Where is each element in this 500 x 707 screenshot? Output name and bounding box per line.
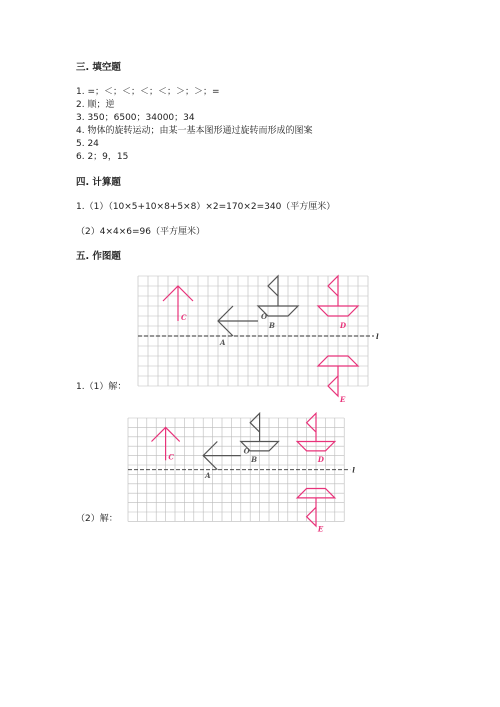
section5-heading: 五. 作图题 [76,251,121,262]
answer-line: 1. =；＜；＜；＜；＜；＞；＞；= [76,87,220,97]
label-e: E [317,524,324,534]
answer-line: 5. 24 [76,139,99,149]
section3-heading: 三. 填空题 [76,62,121,73]
grid-figure-2 [128,418,392,534]
answer-line: 3. 350；6500；34000；34 [76,113,195,123]
label-c: C [168,452,174,462]
figure2-label: （2）解： [76,514,118,524]
figure1-label: 1.（1）解： [76,382,127,392]
shape-d-sail [328,276,338,306]
grid-figure-1 [138,276,402,404]
shape-b-sail [268,276,278,306]
calc-line: 1.（1）（10×5+10×8+5×8）×2=170×2=340（平方厘米） [76,202,336,212]
label-d: D [340,321,347,330]
label-d: D [317,455,324,465]
answer-line: 2. 顺；逆 [76,100,115,110]
label-a: A [220,338,226,347]
shape-e-sail [328,366,338,396]
label-a: A [205,471,211,481]
label-o: O [261,312,268,321]
section4-heading: 四. 计算题 [76,177,121,188]
axis-label: l [376,332,379,341]
answer-line: 6. 2；9，15 [76,152,129,162]
calc-line: （2）4×4×6=96（平方厘米） [76,227,205,237]
label-o: O [243,446,250,456]
label-b: B [269,321,275,330]
label-c: C [181,313,187,322]
answer-line: 4. 物体的旋转运动；由某一基本图形通过旋转而形成的图案 [76,126,313,136]
label-e: E [340,395,346,404]
label-b: B [251,455,258,465]
axis-label: l [352,465,355,475]
